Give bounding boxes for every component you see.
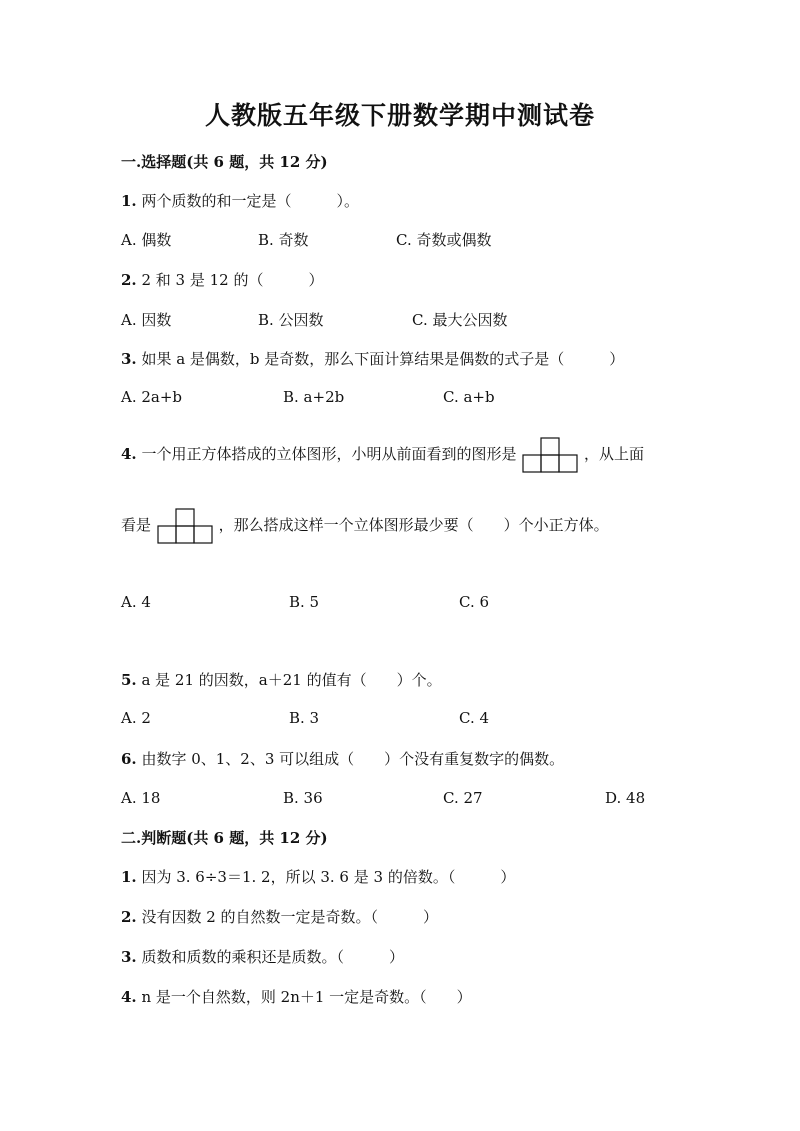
- option-b: B. 公因数: [258, 311, 324, 329]
- question-5: [121, 669, 442, 690]
- judgment-question-1: [121, 866, 515, 887]
- option-b: B. 5: [289, 593, 320, 611]
- option-a: A. 2a+b: [121, 388, 183, 406]
- question-text: ，从上面: [584, 445, 645, 463]
- question-text: ，那么搭成这样一个立体图形最少要（ ）个小正方体。: [218, 516, 609, 534]
- judgment-question-3: [121, 946, 404, 967]
- question-text: 没有因数 2 的自然数一定是奇数。（ ）: [141, 908, 439, 926]
- question-number: 2.: [121, 908, 137, 926]
- option-a: A. 18: [121, 789, 161, 807]
- question-number: 2.: [121, 271, 137, 289]
- option-b: B. 奇数: [258, 231, 309, 249]
- judgment-question-2: [121, 906, 438, 927]
- section-heading-judgment: 二.判断题(共 6 题，共 12 分): [121, 829, 328, 847]
- option-c: C. a+b: [443, 388, 495, 406]
- option-b: B. 3: [289, 709, 320, 727]
- question-text: 两个质数的和一定是（ ）。: [141, 192, 359, 210]
- option-d: D. 48: [605, 789, 646, 807]
- front-view-figure: [521, 437, 579, 473]
- question-4: [121, 437, 644, 473]
- question-text: 由数字 0、1、2、3 可以组成（ ）个没有重复数字的偶数。: [141, 750, 565, 768]
- option-a: A. 因数: [121, 311, 172, 329]
- question-number: 4.: [121, 988, 137, 1006]
- question-text: a 是 21 的因数，a＋21 的值有（ ）个。: [141, 671, 442, 689]
- option-c: C. 最大公因数: [412, 311, 508, 329]
- option-a: A. 2: [121, 709, 151, 727]
- question-6: [121, 748, 564, 769]
- option-b: B. a+2b: [283, 388, 345, 406]
- section-heading-choice: 一.选择题(共 6 题，共 12 分): [121, 153, 328, 171]
- question-2: [121, 269, 323, 290]
- option-c: C. 6: [459, 593, 490, 611]
- question-text: 看是: [121, 516, 152, 534]
- question-1: [121, 190, 359, 211]
- question-number: 3.: [121, 948, 137, 966]
- option-c: C. 奇数或偶数: [396, 231, 492, 249]
- option-c: C. 27: [443, 789, 483, 807]
- question-number: 1.: [121, 868, 137, 886]
- question-text: 因为 3. 6÷3＝1. 2，所以 3. 6 是 3 的倍数。（ ）: [141, 868, 516, 886]
- option-a: A. 偶数: [121, 231, 172, 249]
- judgment-question-4: [121, 986, 472, 1007]
- question-number: 5.: [121, 671, 137, 689]
- question-text: n 是一个自然数，则 2n＋1 一定是奇数。（ ）: [141, 988, 472, 1006]
- question-number: 1.: [121, 192, 137, 210]
- option-a: A. 4: [121, 593, 151, 611]
- top-view-figure: [156, 508, 214, 544]
- option-b: B. 36: [283, 789, 323, 807]
- option-c: C. 4: [459, 709, 490, 727]
- question-4-continued: [121, 508, 609, 544]
- question-text: 质数和质数的乘积还是质数。（ ）: [141, 948, 404, 966]
- question-text: 一个用正方体搭成的立体图形，小明从前面看到的图形是: [141, 445, 517, 463]
- page-title: 人教版五年级下册数学期中测试卷: [204, 101, 595, 130]
- question-text: 2 和 3 是 12 的（ ）: [141, 271, 324, 289]
- question-number: 3.: [121, 350, 137, 368]
- question-number: 6.: [121, 750, 137, 768]
- question-3: [121, 348, 624, 369]
- question-text: 如果 a 是偶数，b 是奇数，那么下面计算结果是偶数的式子是（ ）: [141, 350, 625, 368]
- question-number: 4.: [121, 445, 137, 463]
